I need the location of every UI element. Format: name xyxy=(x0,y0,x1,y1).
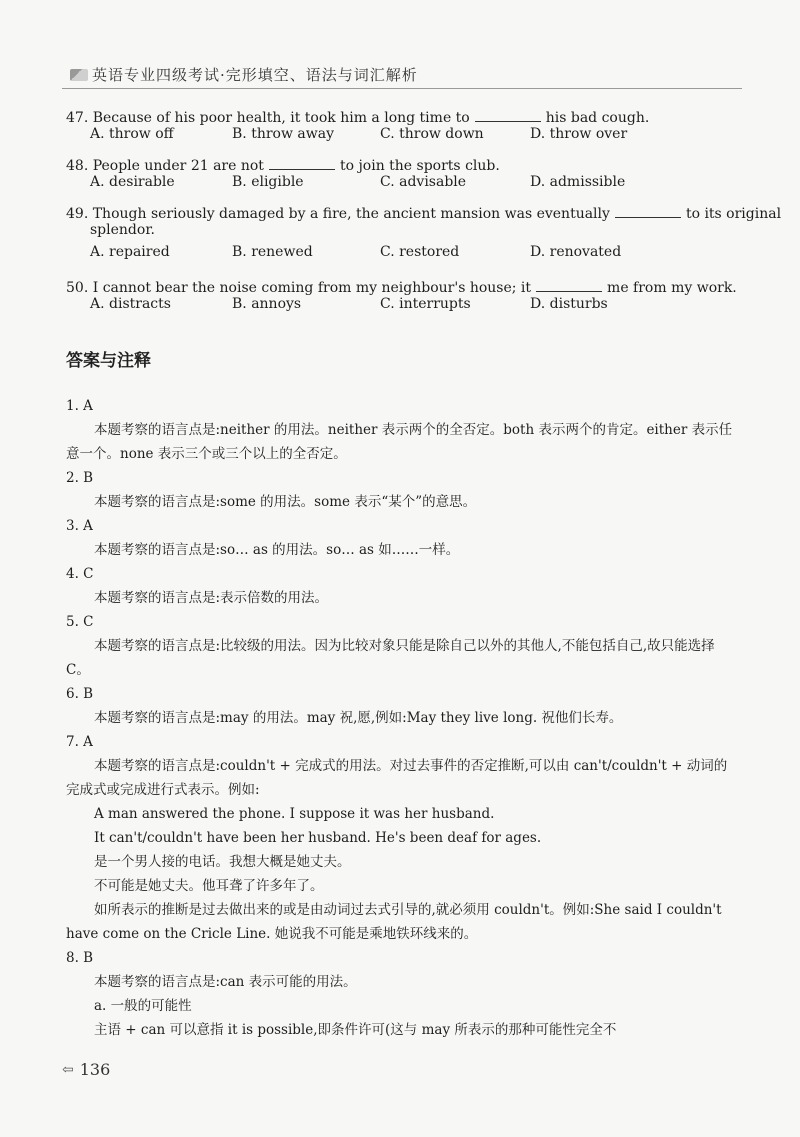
answer-item xyxy=(66,514,736,562)
option-b: B. annoys xyxy=(232,296,302,312)
question-50 xyxy=(66,280,736,316)
options xyxy=(90,174,736,194)
answer-note: 本题考察的语言点是:some 的用法。some 表示“某个”的意思。 xyxy=(94,494,477,510)
answer-list xyxy=(66,394,736,1042)
option-b: B. throw away xyxy=(232,126,334,142)
answer-item xyxy=(66,562,736,610)
running-header xyxy=(70,64,740,85)
header-title: 英语专业四级考试·完形填空、语法与词汇解析 xyxy=(92,66,418,84)
answer-note: 本题考察的语言点是:couldn't + 完成式的用法。对过去事件的否定推断,可以由 can't/couldn't + 动词的完成式或完成进行式表示。例如: xyxy=(66,758,728,798)
question-stem: 48. People under 21 are not to join the sports club. xyxy=(66,158,500,174)
answer-item xyxy=(66,946,736,1042)
option-d: D. disturbs xyxy=(530,296,608,312)
answer-note: 主语 + can 可以意指 it is possible,即条件许可(这与 may 所表示的那种可能性完全不 xyxy=(94,1022,617,1038)
answer-item xyxy=(66,466,736,514)
answer-item xyxy=(66,610,736,682)
answer-item xyxy=(66,682,736,730)
option-c: C. throw down xyxy=(380,126,484,142)
question-48 xyxy=(66,158,736,194)
header-rule xyxy=(62,88,742,89)
arrow-left-icon: ⇦ xyxy=(62,1061,74,1078)
option-a: A. desirable xyxy=(90,174,175,190)
option-a: A. throw off xyxy=(90,126,174,142)
question-stem: 50. I cannot bear the noise coming from my neighbour's house; it me from my work. xyxy=(66,280,737,296)
option-b: B. renewed xyxy=(232,244,313,260)
answer-note: 本题考察的语言点是:比较级的用法。因为比较对象只能是除自己以外的其他人,不能包括自己,故只能选择 C。 xyxy=(66,638,715,678)
answer-number: 1. A xyxy=(66,398,93,414)
answer-number: 4. C xyxy=(66,566,94,582)
answer-blank xyxy=(615,207,681,218)
page-number: 136 xyxy=(79,1060,111,1079)
option-c: C. restored xyxy=(380,244,460,260)
answer-item xyxy=(66,730,736,946)
answer-number: 7. A xyxy=(66,734,93,750)
answer-note: 本题考察的语言点是:so… as 的用法。so… as 如……一样。 xyxy=(94,542,460,558)
example-sentence: A man answered the phone. I suppose it was her husband. xyxy=(94,806,495,822)
example-translation: 不可能是她丈夫。他耳聋了许多年了。 xyxy=(94,878,324,894)
sub-heading: a. 一般的可能性 xyxy=(94,998,192,1014)
options xyxy=(90,126,736,146)
question-stem: 47. Because of his poor health, it took him a long time to his bad cough. xyxy=(66,110,650,126)
question-49 xyxy=(66,206,782,264)
option-d: D. renovated xyxy=(530,244,622,260)
option-d: D. admissible xyxy=(530,174,626,190)
option-c: C. advisable xyxy=(380,174,467,190)
book-icon xyxy=(70,69,88,81)
answer-number: 3. A xyxy=(66,518,93,534)
options xyxy=(90,244,736,264)
section-title: 答案与注释 xyxy=(66,351,151,371)
answer-blank xyxy=(475,111,541,122)
answer-note: 本题考察的语言点是:表示倍数的用法。 xyxy=(94,590,329,606)
option-a: A. repaired xyxy=(90,244,170,260)
answer-note: 本题考察的语言点是:neither 的用法。neither 表示两个的全否定。both 表示两个的肯定。either 表示任意一个。none 表示三个或三个以上的全否定。 xyxy=(66,422,733,462)
question-47 xyxy=(66,110,736,146)
answer-item xyxy=(66,394,736,466)
options xyxy=(90,296,736,316)
page-footer xyxy=(62,1060,110,1079)
option-a: A. distracts xyxy=(90,296,171,312)
answer-number: 2. B xyxy=(66,470,94,486)
answer-number: 5. C xyxy=(66,614,94,630)
answer-note: 如所表示的推断是过去做出来的或是由动词过去式引导的,就必须用 couldn't。例如:She said I couldn't have come on the Cricle Line. 她说我不可能是乘地铁环线来的。 xyxy=(66,902,722,942)
answer-note: 本题考察的语言点是:may 的用法。may 祝,愿,例如:May they live long. 祝他们长寿。 xyxy=(94,710,623,726)
answer-number: 6. B xyxy=(66,686,94,702)
option-d: D. throw over xyxy=(530,126,628,142)
answer-number: 8. B xyxy=(66,950,94,966)
example-translation: 是一个男人接的电话。我想大概是她丈夫。 xyxy=(94,854,351,870)
answer-blank xyxy=(269,159,335,170)
question-stem: 49. Though seriously damaged by a fire, the ancient mansion was eventually to its original xyxy=(66,206,782,222)
answer-blank xyxy=(536,281,602,292)
example-sentence: It can't/couldn't have been her husband. He's been deaf for ages. xyxy=(94,830,542,846)
option-b: B. eligible xyxy=(232,174,304,190)
option-c: C. interrupts xyxy=(380,296,471,312)
answer-note: 本题考察的语言点是:can 表示可能的用法。 xyxy=(94,974,357,990)
question-stem-continuation: splendor. xyxy=(90,222,155,238)
